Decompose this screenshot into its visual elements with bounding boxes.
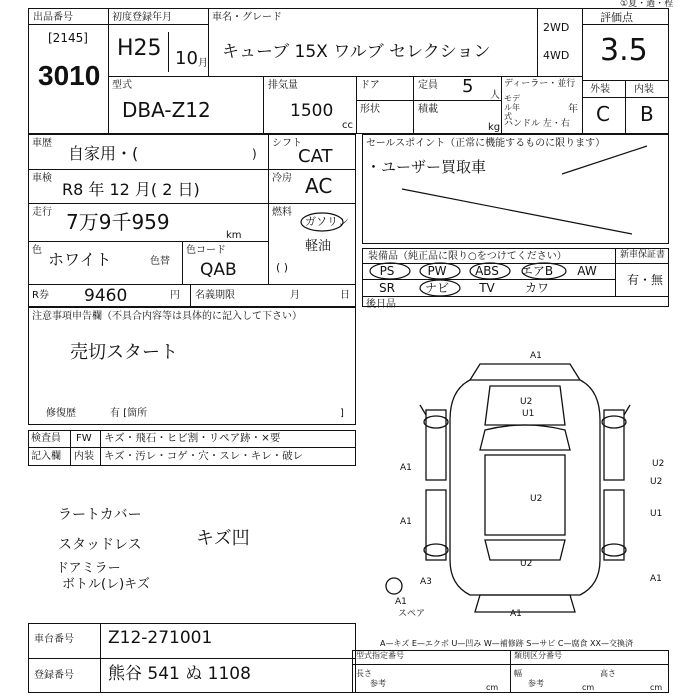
history-value: 自家用・( — [68, 144, 139, 163]
chassis-value: Z12-271001 — [108, 628, 213, 648]
recycle-unit: 円 — [170, 290, 180, 301]
score-label: 評価点 — [600, 11, 633, 24]
width-label: 幅 — [514, 669, 522, 678]
equipment-item: PW — [427, 264, 447, 278]
lot-sub-number: [2145] — [48, 31, 88, 45]
remarks-line-2: スタッドレス — [58, 537, 142, 553]
reg-date-label: 初度登録年月 — [112, 12, 172, 23]
interior-label: 内装 — [634, 84, 654, 95]
reg-year: H25 — [117, 36, 162, 61]
title-day-unit: 日 — [340, 290, 350, 301]
damage-mark: U1 — [522, 409, 535, 419]
shift-value: CAT — [298, 146, 333, 167]
remarks-line-4: ボトル(レ)キズ — [62, 577, 150, 592]
equipment-label: 装備品（純正品に限り○をつけてください） — [368, 251, 567, 262]
exterior-grade: C — [596, 102, 610, 126]
reg-month-unit: 月 — [198, 58, 208, 69]
type-value: DBA-Z12 — [122, 98, 211, 122]
new-car-label: 新車保証書 — [620, 250, 666, 260]
remarks-line-3: ドアミラー — [56, 561, 121, 576]
capacity-unit: 人 — [490, 90, 500, 101]
color-code-value: QAB — [200, 260, 237, 280]
damage-mark: U2 — [520, 559, 533, 569]
equipment-item: PS — [379, 264, 395, 278]
repair-close: ] — [340, 408, 344, 419]
damage-mark: A1 — [395, 597, 407, 607]
color-label: 色 — [32, 245, 42, 256]
reg-num-label: 登録番号 — [34, 670, 74, 681]
equipment-item: TV — [479, 281, 495, 295]
height-label: 高さ — [600, 669, 616, 678]
category-label: 類別区分番号 — [514, 651, 562, 660]
repair-label: 修復歴 — [46, 408, 76, 419]
inspector-head-2: 内装 — [74, 451, 94, 462]
sales-point-label: セールスポイント（正常に機能するものに限ります） — [366, 138, 606, 149]
chassis-label: 車台番号 — [34, 634, 74, 645]
fuel-gasoline: ガソリン — [305, 215, 349, 228]
color-change-label: 色替 — [150, 256, 170, 267]
remarks-line-1: ラートカバー — [58, 507, 142, 523]
inspector-label: 検査員 — [31, 433, 61, 444]
damage-mark: U1 — [650, 509, 663, 519]
length-label: 長さ — [356, 669, 372, 678]
fuel-diesel: 軽油 — [305, 239, 332, 254]
inspector-row-1: キズ・飛石・ヒビ割・リペア跡・×要 — [104, 432, 281, 444]
damage-mark: A3 — [420, 577, 432, 587]
equipment-item: ABS — [475, 264, 499, 278]
notes-label: 注意事項申告欄（不具合内容等は具体的に記入して下さい） — [32, 311, 302, 322]
damage-mark: A1 — [400, 517, 412, 527]
damage-mark: U2 — [650, 477, 663, 487]
equipment-item: カワ — [524, 281, 549, 295]
exterior-label: 外装 — [590, 84, 610, 95]
ac-value: AC — [305, 174, 333, 198]
equipment-item: AW — [577, 264, 597, 278]
displacement-value: 1500 — [290, 101, 334, 121]
inspection-value: R8 年 12 月( 2 日) — [62, 180, 200, 199]
equipment-item: エアB — [520, 264, 554, 278]
mileage-label: 走行 — [32, 207, 52, 218]
new-car-value: 有・無 — [627, 273, 664, 287]
capacity-value: 5 — [462, 76, 474, 97]
car-diagram — [380, 350, 680, 630]
inspector-head-1: FW — [76, 433, 92, 444]
damage-mark: A1 — [650, 574, 662, 584]
sales-point-strike — [362, 134, 669, 244]
car-name: キューブ 15X ワルブ セレクション — [222, 42, 491, 62]
fuel-other: ( ) — [276, 261, 289, 274]
shift-label: シフト — [272, 138, 302, 149]
type-label: 型式 — [112, 80, 132, 91]
model-year-label: モデル年式 — [504, 94, 520, 121]
drive-2wd: 2WD — [543, 21, 570, 34]
damage-mark: スペア — [398, 609, 426, 619]
capacity-label: 定員 — [418, 80, 438, 91]
interior-grade: B — [640, 102, 654, 126]
notes-frame — [28, 307, 356, 425]
history-label: 車歴 — [32, 138, 52, 149]
equipment-item: SR — [379, 281, 395, 295]
displacement-unit: cc — [342, 120, 353, 131]
color-code-label: 色コード — [186, 245, 226, 256]
damage-legend: A—キズ E—エクボ U—凹み W—補修跡 S—サビ C—腐食 XX—交換済 — [380, 639, 634, 648]
door-label: ドア — [360, 80, 380, 91]
equipment-item: ナビ — [424, 281, 449, 295]
damage-mark: A1 — [510, 609, 522, 619]
title-deadline-label: 名義期限 — [195, 290, 235, 301]
car-name-label: 車名・グレード — [212, 12, 282, 23]
color-value: ホワイト — [48, 250, 112, 269]
fuel-label: 燃料 — [272, 207, 292, 218]
load-unit: kg — [488, 122, 501, 133]
dealer-label: ディーラー・並行 — [504, 79, 576, 89]
inspector-label-2: 記入欄 — [31, 451, 61, 462]
displacement-label: 排気量 — [268, 80, 298, 91]
inspection-label: 車検 — [32, 173, 52, 184]
equipment-circles — [362, 262, 612, 302]
recycle-value: 9460 — [84, 286, 128, 306]
load-label: 積載 — [418, 104, 438, 115]
ref-label-2: 参考 — [528, 679, 544, 688]
damage-mark: U2 — [530, 494, 543, 504]
lot-number: 3010 — [38, 60, 101, 91]
damage-mark: U2 — [520, 397, 533, 407]
damage-mark: U2 — [652, 459, 665, 469]
spec-label: 型式指定番号 — [356, 651, 404, 660]
length-unit: cm — [486, 683, 499, 692]
corner-note: ①夏・過・程 — [620, 0, 674, 9]
history-close: ) — [252, 147, 257, 161]
height-unit: cm — [650, 683, 663, 692]
reg-num-value: 熊谷 541 ぬ 1108 — [108, 664, 251, 684]
ref-label-1: 参考 — [370, 679, 386, 688]
mileage-unit: km — [226, 230, 242, 241]
fuel-circle — [300, 212, 344, 232]
damage-mark: A1 — [400, 463, 412, 473]
repair-value: 有 [箇所 — [110, 408, 148, 419]
score-value: 3.5 — [600, 33, 648, 68]
width-unit: cm — [582, 683, 595, 692]
remarks-line-2b: キズ凹 — [196, 528, 250, 549]
drive-4wd: 4WD — [543, 49, 570, 62]
model-year-unit: 年 — [568, 104, 578, 115]
shape-label: 形状 — [360, 104, 380, 115]
sales-point-text: ・ユーザー買取車 — [366, 158, 487, 176]
rear-items-label: 後日品 — [366, 299, 396, 310]
ac-label: 冷房 — [272, 173, 292, 184]
mileage-value: 7万9千959 — [66, 210, 170, 234]
inspector-row-2: キズ・汚レ・コゲ・穴・スレ・キレ・破レ — [104, 450, 304, 462]
handle-label: ハンドル 左・右 — [504, 119, 570, 129]
lot-label: 出品番号 — [33, 12, 73, 23]
notes-text: 売切スタート — [70, 342, 178, 363]
damage-mark: A1 — [530, 351, 542, 361]
reg-month: 10 — [175, 48, 198, 69]
title-month-unit: 月 — [290, 290, 300, 301]
recycle-label: R券 — [32, 290, 49, 301]
